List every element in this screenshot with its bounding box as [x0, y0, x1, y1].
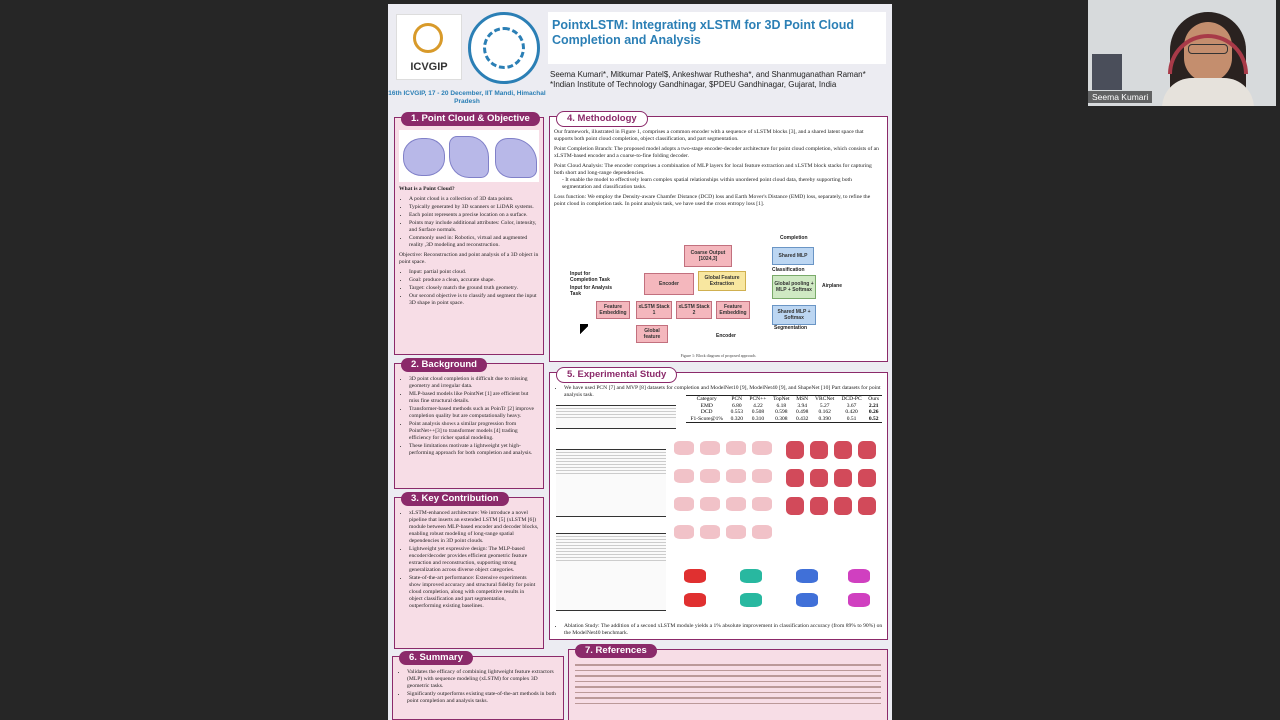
- diagram-label: Classification: [772, 267, 805, 273]
- global-pool-block: Global pooling + MLP + Softmax: [772, 275, 816, 299]
- xlstm-stack-2-block: xLSTM Stack 2: [676, 301, 712, 319]
- shared-mlp-block: Shared MLP: [772, 247, 814, 265]
- ablation-text: [554, 623, 883, 640]
- diagram-label: Input for Completion Task: [570, 271, 610, 283]
- point-cloud-images: [399, 130, 539, 182]
- iit-mandi-seal-icon: [468, 12, 540, 84]
- table-header: Ours: [868, 396, 879, 402]
- table-cell: DCD: [700, 409, 713, 415]
- table-cell: 0.310: [751, 415, 765, 422]
- star-shape-icon: [449, 136, 489, 178]
- section-heading: 3. Key Contribution: [401, 492, 509, 506]
- list-item: • Lightweight yet expressive design: The MLP-based encoder/decoder provides efficient geometric feature extraction and reconstruction, supporting strong generalization across diverse object categories.: [409, 546, 539, 574]
- list-item: • Each point represents a precise location on a surface.: [409, 212, 539, 219]
- mvp-reconstruction-figure: [782, 435, 882, 545]
- table-cell: 0.52: [868, 415, 879, 422]
- list-item: • A point cloud is a collection of 3D data points.: [409, 196, 539, 203]
- section-body: [399, 186, 539, 310]
- global-feature-block: Global feature: [636, 325, 668, 343]
- figure-caption: Figure 1: Block diagram of proposed approach.: [680, 353, 757, 358]
- title-box: [548, 12, 886, 64]
- section-body: [397, 669, 559, 708]
- shared-mlp-softmax-block: Shared MLP + Softmax: [772, 305, 816, 325]
- table-cell: 5.27: [819, 402, 830, 409]
- chair-shape-icon: [403, 138, 445, 176]
- paragraph: Point Cloud Analysis: The encoder comprises a combination of MLP layers for local feature extraction and xLSTM block stacks for capturing both short and long-range dependencies.: [554, 163, 872, 176]
- table-header: TopNet: [773, 396, 790, 402]
- section-key-contribution: [394, 493, 544, 649]
- list-item: • Ablation Study: The addition of a second xLSTM module yields a 1% absolute improvement in classification accuracy (from 89% to 90%) on the ModelNet40 benchmark.: [564, 623, 883, 637]
- diagram-label: Segmentation: [774, 325, 808, 331]
- table-cell: 6.18: [776, 402, 787, 409]
- horse-shape-icon: [495, 138, 537, 178]
- section-heading: 4. Methodology: [556, 111, 648, 127]
- section-heading: 5. Experimental Study: [556, 367, 677, 383]
- table-cell: 0.553: [730, 409, 743, 415]
- table-header: MSN: [796, 396, 809, 402]
- encoder-block: Encoder: [644, 273, 694, 295]
- table-cell: F1-Score@1%: [690, 415, 724, 422]
- list-item: • Points may include additional attributes: Color, intensity, and Surface normals.: [409, 220, 539, 234]
- table-cell: 6.80: [731, 402, 742, 409]
- table-header: VRCNet: [815, 396, 835, 402]
- table-cell: 3.94: [797, 402, 807, 409]
- reference-lines: [575, 664, 881, 708]
- section-heading: 7. References: [575, 644, 657, 658]
- diagram-label: Input for Analysis Task: [570, 285, 613, 297]
- eye-logo-icon: [413, 23, 443, 53]
- table-cell: 2.21: [868, 402, 879, 409]
- list-item: • Validates the efficacy of combining lightweight feature extractors (MLP) with sequence modeling (xLSTM) for complex 3D geometric tasks.: [407, 669, 559, 690]
- table-header: DCD-PC: [841, 396, 862, 402]
- author-block: [550, 70, 886, 90]
- mouse-pointer-icon: [580, 324, 588, 336]
- coarse-output-block: Coarse Output [1024,3]: [684, 245, 732, 267]
- list-item: • State-of-the-art performance: Extensive experiments show improved accuracy and structural fidelity for point cloud completion, along with competitive results in object classification and part segmentation, outperforming existing baselines.: [409, 575, 539, 610]
- section-heading: 1. Point Cloud & Objective: [401, 112, 540, 126]
- table-mvp-results: [686, 395, 882, 423]
- table-classification: [556, 449, 666, 517]
- header-logos: [388, 4, 546, 108]
- table-cell: 0.390: [818, 415, 831, 422]
- table-header: Category: [696, 396, 717, 402]
- section-background: [394, 359, 544, 489]
- section-heading: 2. Background: [401, 358, 487, 372]
- diagram-label: Airplane: [822, 283, 843, 289]
- segmentation-figure: [670, 563, 880, 615]
- logo-text: ICVGIP: [410, 61, 448, 73]
- list-item: • Point analysis shows a similar progression from PointNet++[3] to transformer models [4] trading efficiency for richer spatial modeling.: [409, 421, 539, 442]
- affiliations: *Indian Institute of Technology Gandhinagar, $PDEU Gandhinagar, Gujarat, India: [550, 80, 837, 89]
- paragraph: - It enable the model to effectively learn complex spatial relationships within unordered point cloud data, thereby supporting both segmentation and classification tasks.: [562, 177, 852, 190]
- table-row: [686, 416, 882, 423]
- objective: Objective: Reconstruction and point analysis of a 3D object in point space.: [399, 252, 539, 265]
- table-cell: 0.51: [846, 415, 857, 422]
- list-item: • Significantly outperforms existing state-of-the-art methods in both point completion and analysis tasks.: [407, 691, 559, 705]
- table-cell: 0.308: [775, 415, 788, 422]
- table-cell: 3.67: [846, 402, 857, 409]
- list-item: • Typically generated by 3D scanners or LiDAR systems.: [409, 204, 539, 211]
- icvgip-logo: [396, 14, 462, 80]
- list-item: • 3D point cloud completion is difficult due to missing geometry and irregular data.: [409, 376, 539, 390]
- table-cell: 0.598: [775, 409, 788, 415]
- gfe-block: Global Feature Extraction: [698, 271, 746, 291]
- list-item: • Input: partial point cloud.: [409, 269, 539, 276]
- xlstm-stack-1-block: xLSTM Stack 1: [636, 301, 672, 319]
- paragraph: Our framework, illustrated in Figure 1, comprises a common encoder with a sequence of xLSTM blocks [3], and a shared latent space that supports both point cloud completion, object classification, and part segmentation.: [554, 129, 864, 142]
- table-cell: 4.22: [753, 402, 763, 409]
- participant-name: Seema Kumari: [1088, 91, 1152, 103]
- authors: Seema Kumari*, Mitkumar Patel$, Ankeshwar Ruthesha*, and Shanmuganathan Raman*: [550, 70, 866, 79]
- list-item: • xLSTM-enhanced architecture: We introduce a novel pipeline that inserts an extended LSTM [5] (xLSTM [6]) module between MLP-based encoder and decoder blocks, enabling robust modeling of long-range spatial dependencies in 3D point clouds.: [409, 510, 539, 545]
- section-body: [399, 376, 539, 460]
- list-item: • Goal: produce a clean, accurate shape.: [409, 277, 539, 284]
- participant-body: [1162, 78, 1254, 106]
- table-cell: EMD: [700, 402, 713, 409]
- table-header: PCN: [731, 396, 743, 402]
- list-item: • Commonly used in: Robotics, virtual and augmented reality ,3D modeling and reconstruction.: [409, 235, 539, 249]
- diagram-label: Encoder: [716, 333, 737, 339]
- webcam-tile[interactable]: [1088, 0, 1276, 106]
- section-summary: [392, 652, 564, 720]
- question: What is a Point Cloud?: [399, 186, 455, 192]
- paragraph: Loss function: We employ the Density-aware Chamfer Distance (DCD) loss and Earth Mover's Distance (EMD) loss, separately, to refine the point cloud in completion task. In point analysis task, we have used the cross entropy loss [1].: [554, 194, 871, 207]
- conference-info: 16th ICVGIP, 17 - 20 December, IIT Mandi, Himachal Pradesh: [388, 90, 546, 105]
- section-references: [568, 645, 888, 720]
- table-cell: 0.432: [795, 415, 809, 422]
- list-item: • These limitations motivate a lightweight yet high-performing approach for both completion and analysis.: [409, 443, 539, 457]
- table-cell: 0.508: [751, 409, 765, 415]
- list-item: • MLP-based models like PointNet [1] are efficient but miss fine structural details.: [409, 391, 539, 405]
- feature-embedding-block: Feature Embedding: [716, 301, 750, 319]
- section-methodology: [549, 113, 888, 362]
- glasses-icon: [1188, 44, 1228, 54]
- table-header: PCN++: [749, 396, 767, 402]
- poster: [388, 4, 892, 720]
- table-cell: 0.162: [818, 409, 831, 415]
- table-segmentation: [556, 533, 666, 611]
- poster-title: PointxLSTM: Integrating xLSTM for 3D Point Cloud Completion and Analysis: [552, 18, 855, 47]
- section-heading: 6. Summary: [399, 651, 473, 665]
- section-body: [554, 129, 883, 211]
- list-item: • Target: closely match the ground truth geometry.: [409, 285, 539, 292]
- table-pcn-categories: [556, 405, 676, 429]
- pcn-reconstruction-figure: [670, 435, 774, 545]
- block-diagram: [564, 237, 884, 357]
- table-cell: 0.26: [868, 409, 879, 415]
- section-experimental-study: [549, 369, 888, 640]
- section-point-cloud: [394, 113, 544, 355]
- webcam-shelf: [1092, 54, 1122, 90]
- table-cell: 0.498: [795, 409, 809, 415]
- section-body: [399, 510, 539, 613]
- table-header-row: [686, 396, 882, 403]
- list-item: • Transformer-based methods such as PoinTr [2] improve completion quality but are computationally heavy.: [409, 406, 539, 420]
- feature-embedding-block: Feature Embedding: [596, 301, 630, 319]
- paragraph: Point Completion Branch: The proposed model adopts a two-stage encoder-decoder architecture for point cloud completion, which consists of an xLSTM-based encoder and a coarse-to-fine folding decoder.: [554, 146, 879, 159]
- diagram-label: Completion: [780, 235, 808, 241]
- list-item: • Our second objective is to classify and segment the input 3D shape in point space.: [409, 293, 539, 307]
- table-cell: 0.420: [845, 409, 858, 415]
- list-item: • We have used PCN [7] and MVP [8] datasets for completion and ModelNet10 [9], ModelNet40 [9], and ShapeNet [10] Part datasets for point analysis task.: [564, 385, 883, 399]
- table-cell: 0.320: [730, 415, 743, 422]
